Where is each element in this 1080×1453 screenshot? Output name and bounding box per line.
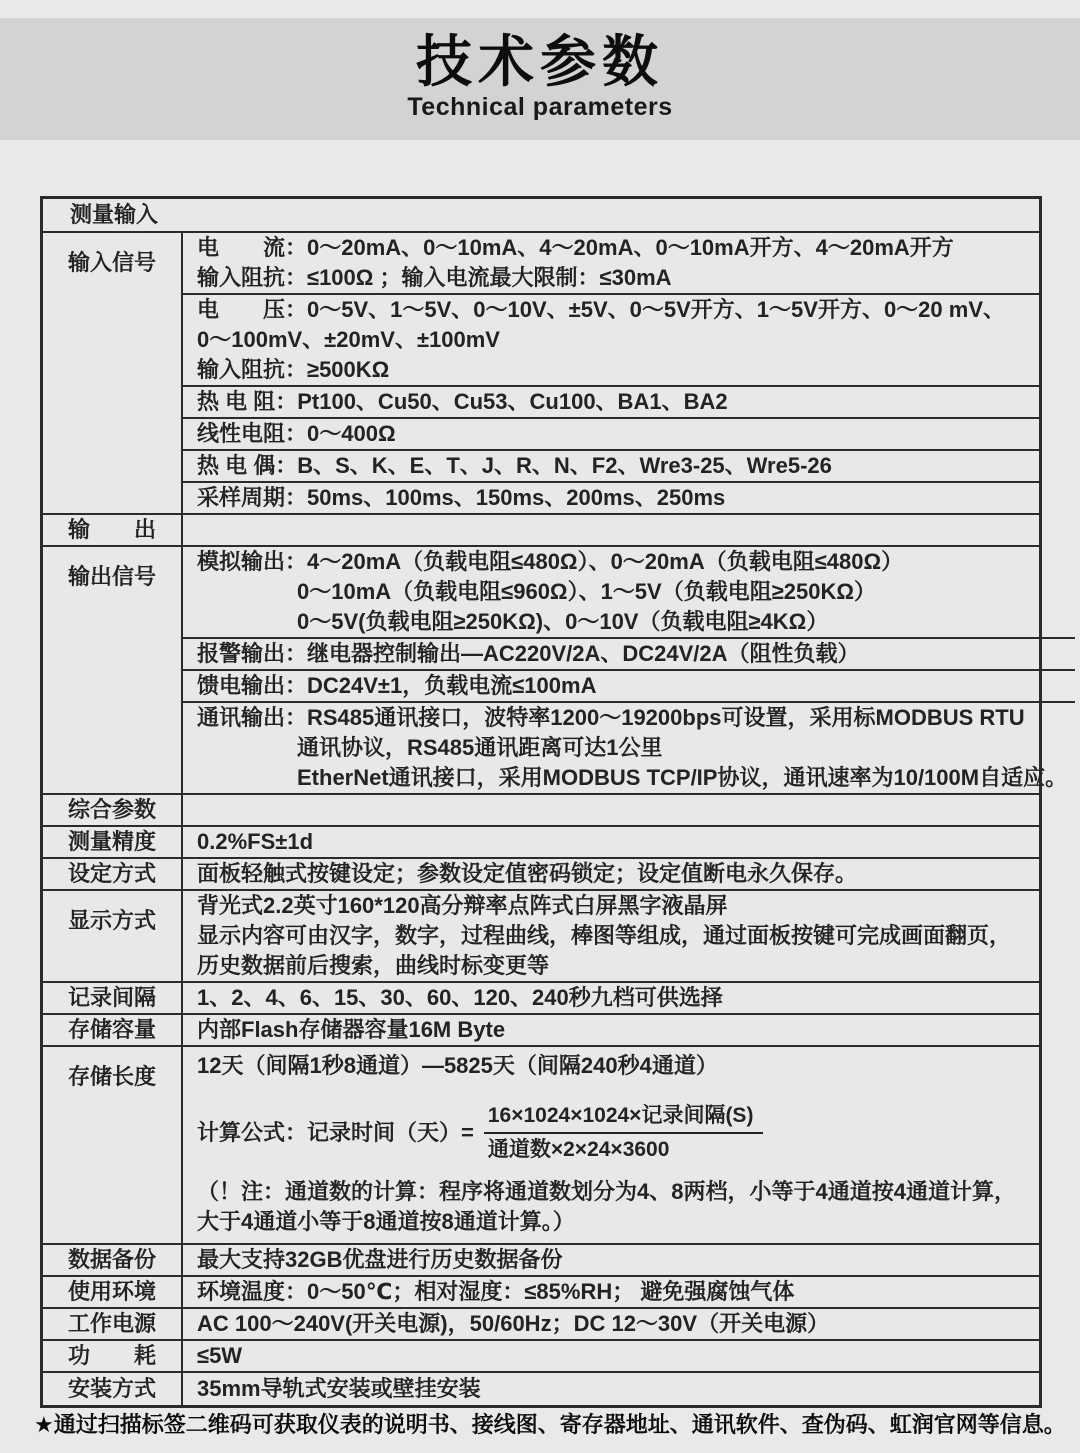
spec-line: 最大支持32GB优盘进行历史数据备份 [197, 1247, 563, 1272]
row-label: 记录间隔 [43, 983, 183, 1013]
spec-line: 0～5V(负载电阻≥250KΩ)、0～10V（负载电阻≥4KΩ） [297, 609, 829, 634]
row-setting [43, 857, 1039, 889]
output-signal-subrows [183, 547, 1075, 793]
section-row-output [43, 513, 1039, 545]
input-signal-label: 输入信号 [43, 233, 183, 513]
row-power-consumption [43, 1339, 1039, 1371]
formula-fraction [484, 1103, 764, 1163]
spec-line: 0～100mV、±20mV、±100mV [197, 327, 500, 352]
spec-line: 内部Flash存储器容量16M Byte [197, 1017, 506, 1042]
storage-note [197, 1177, 1031, 1237]
spec-line: 历史数据前后搜索，曲线时标变更等 [197, 953, 550, 978]
section-title-output: 输 出 [43, 515, 183, 545]
spec-line: 馈电输出：DC24V±1，负载电流≤100mA [197, 673, 597, 698]
row-value [183, 1373, 1039, 1405]
row-value [183, 983, 1039, 1013]
row-record-interval [43, 981, 1039, 1013]
spec-line: 0.2%FS±1d [197, 829, 314, 854]
page-subtitle: Technical parameters [407, 93, 673, 121]
spec-line: 35mm导轨式安装或壁挂安装 [197, 1376, 481, 1401]
section-title-general: 综合参数 [43, 795, 183, 825]
spec-line: 电 压：0～5V、1～5V、0～10V、±5V、0～5V开方、1～5V开方、0～20 mV、 [197, 297, 1005, 322]
spec-line: EtherNet通讯接口，采用MODBUS TCP/IP协议，通讯速率为10/100M自适应。 [297, 765, 1068, 790]
row-label: 工作电源 [43, 1309, 183, 1339]
row-backup [43, 1243, 1039, 1275]
output-alarm-cell [183, 637, 1075, 669]
storage-length-cell [183, 1047, 1039, 1243]
output-analog-cell [183, 547, 1075, 637]
spec-line: 模拟输出：4～20mA（负载电阻≤480Ω）、0～20mA（负载电阻≤480Ω） [197, 549, 904, 574]
spec-line: 通讯输出：RS485通讯接口，波特率1200～19200bps可设置，采用标MODBUS RTU [197, 705, 1025, 730]
output-signal-label: 输出信号 [43, 547, 183, 793]
input-signal-subrows [183, 233, 1039, 513]
formula-prefix: 计算公式：记录时间（天）= [197, 1120, 474, 1145]
spec-line: 大于4通道小等于8通道按8通道计算。） [197, 1209, 575, 1234]
row-value [183, 827, 1039, 857]
spec-line: 背光式2.2英寸160*120高分辩率点阵式白屏黑字液晶屏 [197, 893, 728, 918]
spec-line: 输入阻抗：≤100Ω ；输入电流最大限制：≤30mA [197, 265, 672, 290]
input-current-cell [183, 233, 1039, 293]
row-power-supply [43, 1307, 1039, 1339]
spec-line: 线性电阻：0～400Ω [197, 421, 396, 446]
row-label: 显示方式 [43, 891, 183, 981]
input-voltage-cell [183, 293, 1039, 385]
spec-line: 热 电 偶：B、S、K、E、T、J、R、N、F2、Wre3-25、Wre5-26 [197, 453, 832, 478]
spec-line: 采样周期：50ms、100ms、150ms、200ms、250ms [197, 485, 726, 510]
formula-numerator: 16×1024×1024×记录间隔(S) [484, 1103, 764, 1134]
row-storage-capacity [43, 1013, 1039, 1045]
input-thermocouple-cell [183, 449, 1039, 481]
row-label: 存储长度 [43, 1047, 183, 1243]
row-label: 设定方式 [43, 859, 183, 889]
footer-note: ★通过扫描标签二维码可获取仪表的说明书、接线图、寄存器地址、通讯软件、查伪码、虹润官网等信息。 [34, 1412, 1066, 1437]
row-value [183, 1015, 1039, 1045]
row-value [183, 859, 1039, 889]
page-title: 技术参数 [416, 30, 664, 93]
row-label: 存储容量 [43, 1015, 183, 1045]
row-display [43, 889, 1039, 981]
spec-line: 环境温度：0～50℃；相对湿度：≤85%RH； 避免强腐蚀气体 [197, 1279, 795, 1304]
row-value [183, 1245, 1039, 1275]
spec-line: 热 电 阻：Pt100、Cu50、Cu53、Cu100、BA1、BA2 [197, 389, 728, 414]
section-row-general [43, 793, 1039, 825]
row-value [183, 1341, 1039, 1371]
spec-line: 输入阻抗：≥500KΩ [197, 357, 390, 382]
spec-line: ≤5W [197, 1343, 243, 1368]
row-environment [43, 1275, 1039, 1307]
row-label: 数据备份 [43, 1245, 183, 1275]
row-accuracy [43, 825, 1039, 857]
spec-line: 报警输出：继电器控制输出—AC220V/2A、DC24V/2A（阻性负载） [197, 641, 860, 666]
empty-cell [183, 795, 1039, 825]
spec-line: 12天（间隔1秒8通道）—5825天（间隔240秒4通道） [197, 1053, 718, 1078]
input-linear-resistance-cell [183, 417, 1039, 449]
row-mounting [43, 1371, 1039, 1405]
title-band [0, 18, 1080, 140]
spec-line: （！注：通道数的计算：程序将通道数划分为4、8两档，小等于4通道按4通道计算， [197, 1179, 1016, 1204]
row-value [183, 1277, 1039, 1307]
spec-line: 电 流：0～20mA、0～10mA、4～20mA、0～10mA开方、4～20mA开方 [197, 235, 954, 260]
spec-line: 0～10mA（负载电阻≤960Ω）、1～5V（负载电阻≥250KΩ） [297, 579, 877, 604]
output-comm-cell [183, 701, 1075, 793]
row-input-signal [43, 231, 1039, 513]
row-label: 安装方式 [43, 1373, 183, 1405]
row-output-signal [43, 545, 1068, 793]
spec-line: 通讯协议，RS485通讯距离可达1公里 [297, 735, 663, 760]
empty-cell [183, 515, 1039, 545]
row-label: 功 耗 [43, 1341, 183, 1371]
spec-line: 1、2、4、6、15、30、60、120、240秒九档可供选择 [197, 985, 723, 1010]
spec-line: AC 100～240V(开关电源)，50/60Hz；DC 12～30V（开关电源） [197, 1311, 830, 1336]
section-title-measure-input: 测量输入 [70, 202, 159, 227]
input-rtd-cell [183, 385, 1039, 417]
row-storage-length [43, 1045, 1039, 1243]
row-value [183, 891, 1039, 981]
row-value [183, 1309, 1039, 1339]
section-row-measure-input [43, 199, 1039, 231]
spec-line: 面板轻触式按键设定；参数设定值密码锁定；设定值断电永久保存。 [197, 861, 858, 886]
spec-line: 显示内容可由汉字，数字，过程曲线，棒图等组成，通过面板按键可完成画面翻页， [197, 923, 1012, 948]
row-label: 测量精度 [43, 827, 183, 857]
row-label: 使用环境 [43, 1277, 183, 1307]
spec-table [40, 196, 1068, 1408]
storage-formula [197, 1103, 1031, 1163]
input-sampling-period-cell [183, 481, 1039, 513]
formula-denominator: 通道数×2×24×3600 [487, 1138, 670, 1161]
output-feed-cell [183, 669, 1075, 701]
